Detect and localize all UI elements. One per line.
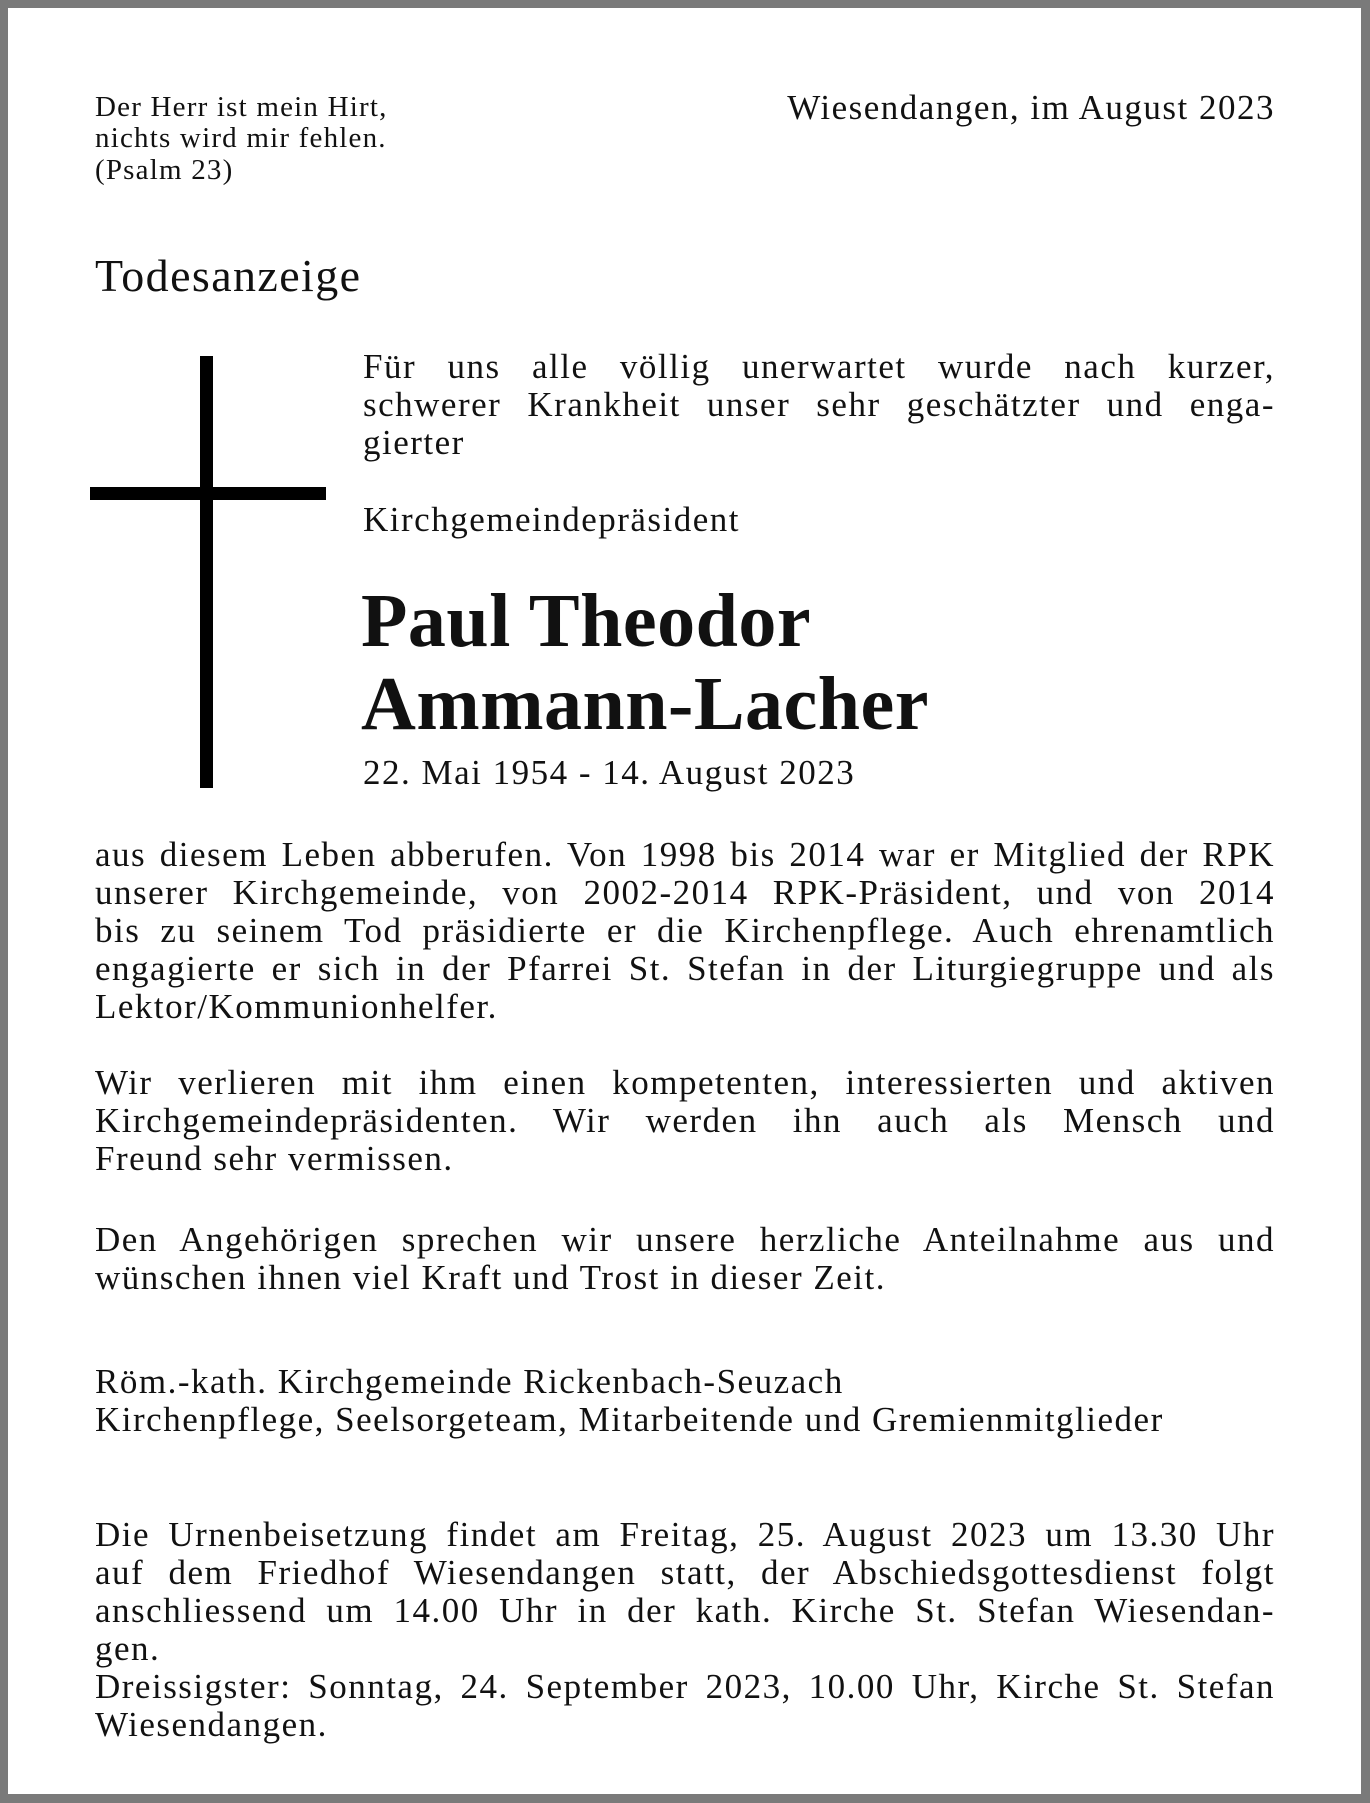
service-line: Dreissigster: Sonntag, 24. September 2023, 10.00 Uhr, Kirche St. Stefan: [95, 1667, 1275, 1706]
body-line: bis zu seinem Tod präsidierte er die Kirchenpflege. Auch ehrenamtlich: [95, 911, 1275, 950]
signature-line: Röm.-kath. Kirchgemeinde Rickenbach-Seuzach: [95, 1362, 844, 1401]
body-line: engagierte er sich in der Pfarrei St. Stefan in der Liturgiegruppe und als: [95, 949, 1275, 988]
service-line: anschliessend um 14.00 Uhr in der kath. Kirche St. Stefan Wiesendan-: [95, 1591, 1275, 1630]
psalm-line: nichts wird mir fehlen.: [95, 122, 387, 154]
intro-line: gierter: [363, 423, 465, 462]
intro-line: schwerer Krankheit unser sehr geschätzter und enga-: [363, 385, 1275, 424]
service-line: Die Urnenbeisetzung findet am Freitag, 25. August 2023 um 13.30 Uhr: [95, 1515, 1275, 1554]
obituary-page: [8, 8, 1361, 1794]
cross-vertical-beam: [200, 356, 213, 788]
body-line: Freund sehr vermissen.: [95, 1139, 454, 1178]
name-line: Ammann-Lacher: [361, 662, 930, 746]
intro-line: Für uns alle völlig unerwartet wurde nach kurzer,: [363, 347, 1275, 386]
page-title: Todesanzeige: [95, 250, 362, 301]
body-line: Kirchgemeindepräsidenten. Wir werden ihn auch als Mensch und: [95, 1101, 1275, 1140]
body-line: wünschen ihnen viel Kraft und Trost in dieser Zeit.: [95, 1258, 886, 1297]
body-line: unserer Kirchgemeinde, von 2002-2014 RPK-Präsident, und von 2014: [95, 873, 1275, 912]
signature-line: Kirchenpflege, Seelsorgeteam, Mitarbeitende und Gremienmitglieder: [95, 1400, 1164, 1439]
psalm-line: Der Herr ist mein Hirt,: [95, 91, 388, 123]
service-line: gen.: [95, 1629, 161, 1668]
body-line: Wir verlieren mit ihm einen kompetenten, interessierten und aktiven: [95, 1063, 1275, 1102]
body-line: aus diesem Leben abberufen. Von 1998 bis 2014 war er Mitglied der RPK: [95, 835, 1275, 874]
place-date: Wiesendangen, im August 2023: [787, 88, 1275, 127]
psalm-reference: (Psalm 23): [95, 154, 234, 186]
service-line: Wiesendangen.: [95, 1705, 328, 1744]
body-line: Den Angehörigen sprechen wir unsere herzliche Anteilnahme aus und: [95, 1220, 1275, 1259]
service-line: auf dem Friedhof Wiesendangen statt, der Abschiedsgottesdienst folgt: [95, 1553, 1275, 1592]
body-line: Lektor/Kommunionhelfer.: [95, 987, 498, 1026]
cross-horizontal-beam: [90, 487, 326, 500]
name-line: Paul Theodor: [361, 579, 812, 663]
life-dates: 22. Mai 1954 - 14. August 2023: [363, 753, 856, 792]
role-title: Kirchgemeindepräsident: [363, 500, 741, 539]
